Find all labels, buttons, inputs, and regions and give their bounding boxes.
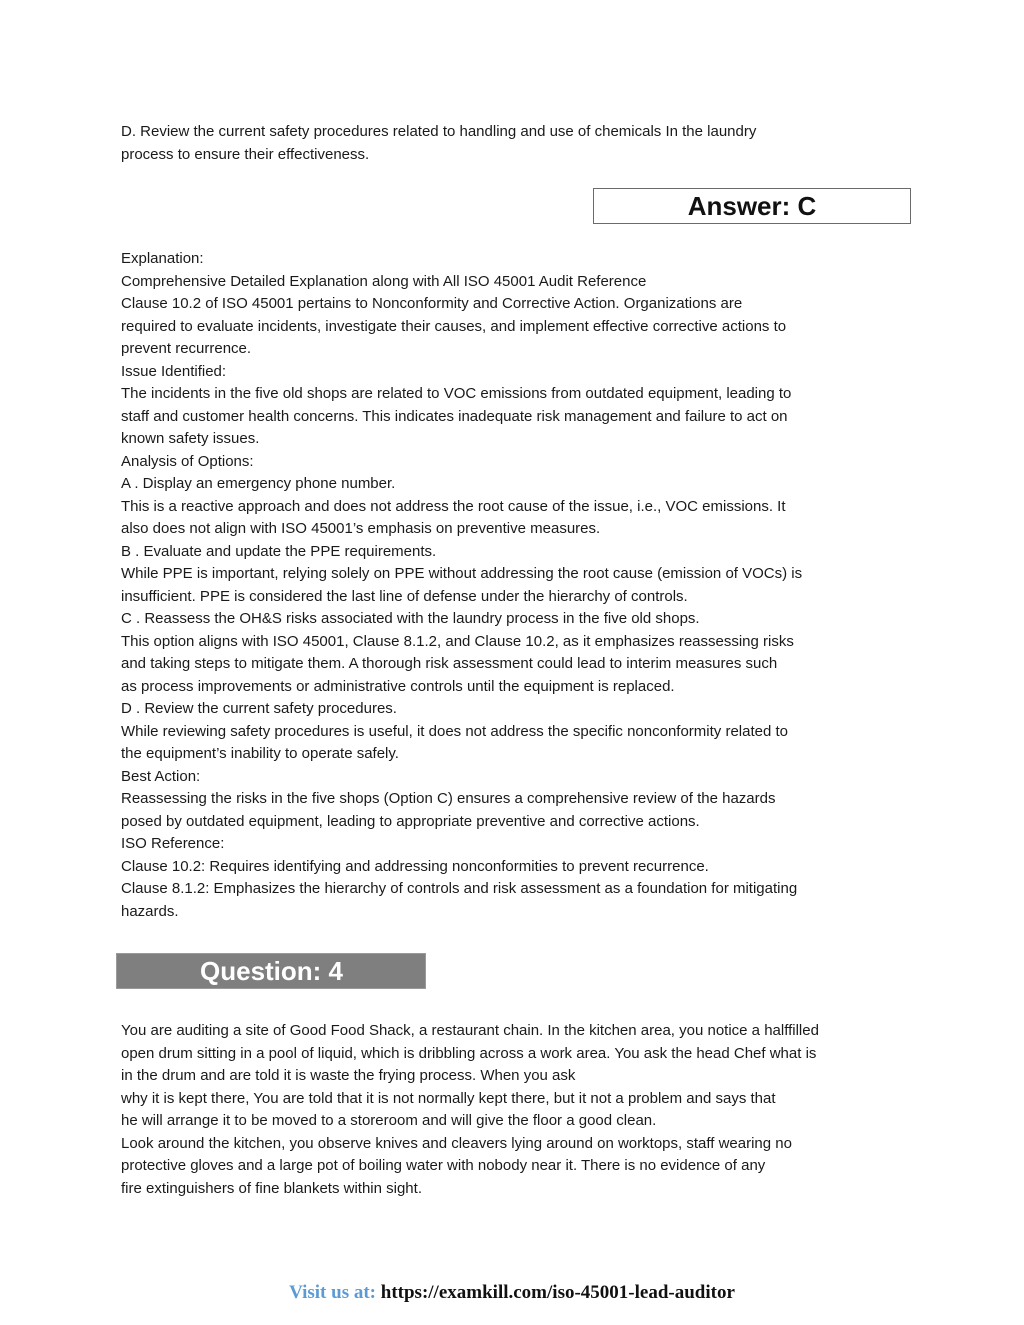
text-line: This option aligns with ISO 45001, Clause 8.1.2, and Clause 10.2, as it emphasizes reassessing risks (121, 632, 794, 650)
text-line: fire extinguishers of fine blankets within sight. (121, 1179, 422, 1197)
text-line: Issue Identified: (121, 362, 227, 380)
text-line: insufficient. PPE is considered the last line of defense under the hierarchy of controls. (121, 587, 688, 605)
text-line: hazards. (121, 902, 179, 920)
text-line: D. Review the current safety procedures related to handling and use of chemicals In the laundry (121, 123, 757, 140)
answer-box (593, 188, 911, 224)
text-line: Comprehensive Detailed Explanation along with All ISO 45001 Audit Reference (121, 272, 647, 290)
text-line: and taking steps to mitigate them. A thorough risk assessment could lead to interim measures such (121, 655, 778, 672)
text-line: B . Evaluate and update the PPE requirements. (121, 542, 437, 560)
text-line: he will arrange it to be moved to a storeroom and will give the floor a good clean. (121, 1112, 657, 1129)
answer-label: Answer: C (687, 190, 817, 221)
text-line: open drum sitting in a pool of liquid, which is dribbling across a work area. You ask the head Chef what is (121, 1044, 817, 1062)
text-line: protective gloves and a large pot of boiling water with nobody near it. There is no evidence of any (121, 1157, 766, 1174)
text-line: This is a reactive approach and does not address the root cause of the issue, i.e., VOC emissions. It (121, 497, 786, 515)
text-line: The incidents in the five old shops are related to VOC emissions from outdated equipment, leading to (121, 385, 792, 402)
footer-url-link[interactable]: https://examkill.com/iso-45001-lead-auditor (380, 1282, 735, 1303)
text-line: process to ensure their effectiveness. (121, 145, 370, 163)
text-line: You are auditing a site of Good Food Shack, a restaurant chain. In the kitchen area, you notice a halffilled (121, 1022, 819, 1039)
question-label: Question: 4 (200, 955, 344, 986)
text-line: why it is kept there, You are told that it is not normally kept there, but it not a problem and says that (121, 1089, 776, 1107)
text-line: required to evaluate incidents, investigate their causes, and implement effective corrective actions to (121, 317, 787, 335)
text-line: ISO Reference: (121, 835, 225, 852)
text-line: Clause 10.2 of ISO 45001 pertains to Nonconformity and Corrective Action. Organizations are (121, 295, 743, 312)
text-line: A . Display an emergency phone number. (121, 475, 396, 492)
text-line: While reviewing safety procedures is useful, it does not address the specific nonconformity related to (121, 722, 789, 740)
text-line: C . Reassess the OH&S risks associated with the laundry process in the five old shops. (121, 610, 700, 627)
text-line: in the drum and are told it is waste the frying process. When you ask (121, 1067, 576, 1084)
option-d-text (121, 121, 911, 166)
text-line: prevent recurrence. (121, 340, 252, 357)
text-line: posed by outdated equipment, leading to appropriate preventive and corrective actions. (121, 812, 700, 830)
text-line: Clause 8.1.2: Emphasizes the hierarchy of controls and risk assessment as a foundation for mitigating (121, 880, 798, 897)
text-line: Look around the kitchen, you observe knives and cleavers lying around on worktops, staff wearing no (121, 1134, 792, 1152)
text-line: also does not align with ISO 45001’s emphasis on preventive measures. (121, 520, 601, 537)
text-line: Best Action: (121, 767, 201, 785)
text-line: D . Review the current safety procedures. (121, 700, 397, 717)
text-line: Analysis of Options: (121, 452, 254, 470)
text-line: as process improvements or administrative controls until the equipment is replaced. (121, 677, 675, 695)
footer-label: Visit us at: (289, 1282, 377, 1303)
footer (0, 1282, 1024, 1304)
text-line: Clause 10.2: Requires identifying and addressing nonconformities to prevent recurrence. (121, 857, 709, 875)
text-line: staff and customer health concerns. This indicates inadequate risk management and failure to act on (121, 407, 788, 425)
text-line: Explanation: (121, 250, 204, 267)
text-line: While PPE is important, relying solely on PPE without addressing the root cause (emission of VOCs) is (121, 565, 803, 582)
explanation-text (121, 248, 911, 923)
question-text (121, 1020, 911, 1200)
text-line: the equipment’s inability to operate safely. (121, 745, 399, 762)
text-line: known safety issues. (121, 430, 260, 447)
question-banner (116, 953, 426, 989)
text-line: Reassessing the risks in the five shops (Option C) ensures a comprehensive review of the hazards (121, 790, 776, 807)
